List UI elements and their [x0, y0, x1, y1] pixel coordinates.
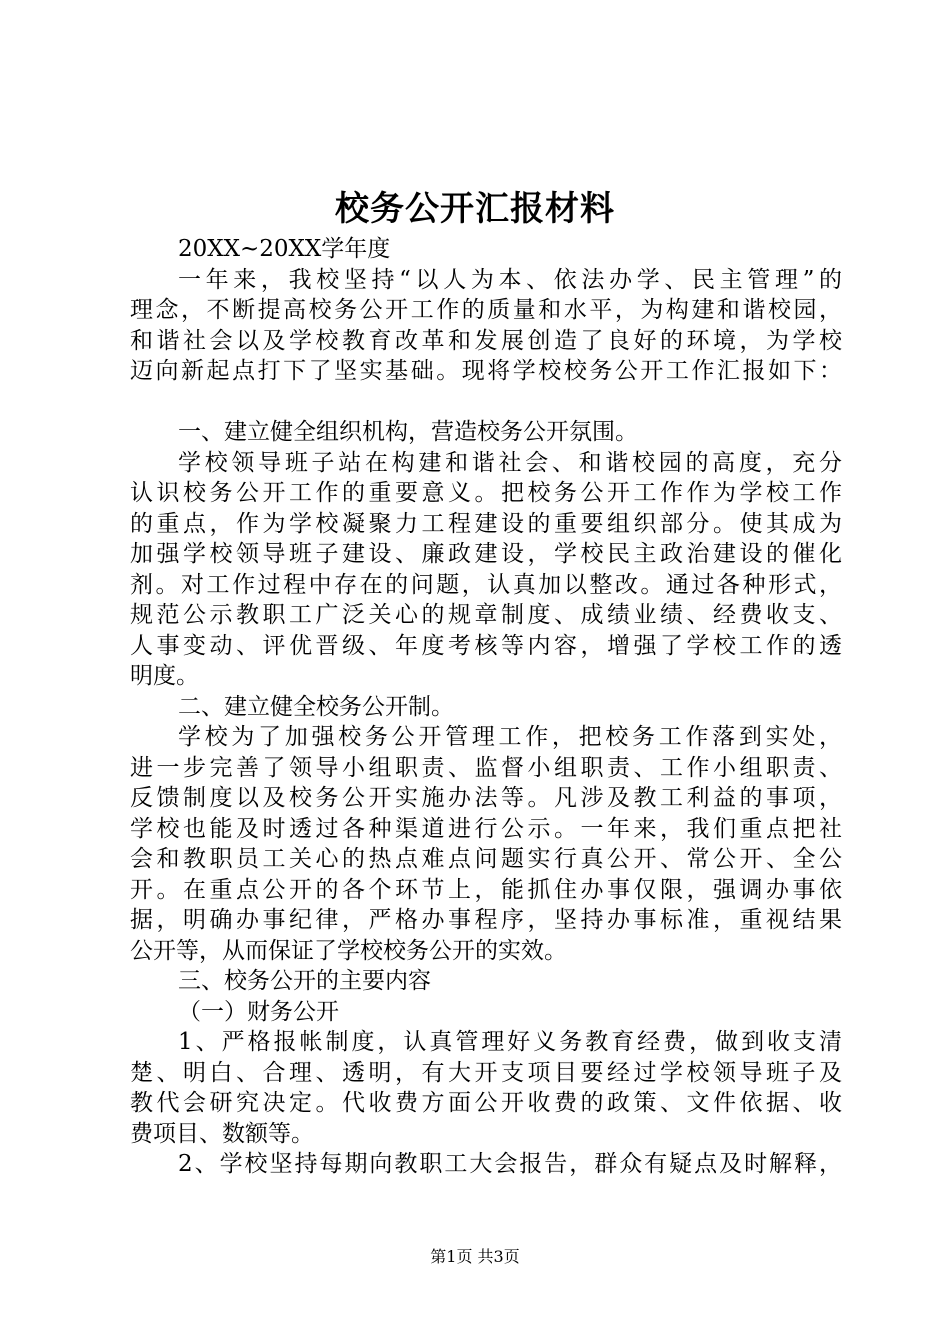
school-year-line: 20XX~20XX学年度 [178, 236, 391, 262]
paragraph-section-2-line: 进一步完善了领导小组职责、监督小组职责、工作小组职责、 [130, 754, 842, 781]
paragraph-item-1-line: 1、严格报帐制度，认真管理好义务教育经费，做到收支清 [178, 1029, 842, 1055]
paragraph-section-2-line: 学校为了加强校务公开管理工作，把校务工作落到实处， [178, 724, 842, 750]
paragraph-section-2-line: 会和教职员工关心的热点难点问题实行真公开、常公开、全公 [130, 846, 842, 872]
section-heading-1: 一、建立健全组织机构，营造校务公开氛围。 [178, 419, 638, 445]
page-number-footer: 第1页 共3页 [430, 1247, 520, 1266]
section-heading-3: 三、校务公开的主要内容 [178, 968, 431, 994]
paragraph-item-1-line: 教代会研究决定。代收费方面公开收费的政策、文件依据、收 [130, 1090, 842, 1116]
paragraph-item-2-line: 2、学校坚持每期向教职工大会报告，群众有疑点及时解释， [178, 1151, 842, 1177]
paragraph-section-1-line: 学校领导班子站在构建和谐社会、和谐校园的高度，充分 [178, 449, 842, 476]
paragraph-section-1-line: 明度。 [130, 663, 199, 689]
paragraph-intro-line: 理念，不断提高校务公开工作的质量和水平，为构建和谐校园， [130, 297, 842, 323]
paragraph-section-2-line: 公开等，从而保证了学校校务公开的实效。 [130, 937, 567, 964]
paragraph-section-1-line: 加强学校领导班子建设、廉政建设，学校民主政治建设的催化 [130, 541, 842, 567]
paragraph-section-2-line: 据，明确办事纪律，严格办事程序，坚持办事标准，重视结果 [130, 907, 842, 933]
paragraph-intro-line: 和谐社会以及学校教育改革和发展创造了良好的环境，为学校 [130, 327, 842, 354]
paragraph-section-1-line: 剂。对工作过程中存在的问题，认真加以整改。通过各种形式， [130, 571, 842, 598]
paragraph-item-1-line: 楚、明白、合理、透明，有大开支项目要经过学校领导班子及 [130, 1059, 842, 1086]
document-body [130, 234, 842, 1180]
paragraph-section-1-line: 人事变动、评优晋级、年度考核等内容，增强了学校工作的透 [130, 632, 842, 659]
subsection-heading-finance: （一）财务公开 [178, 998, 339, 1025]
paragraph-section-1-line: 的重点，作为学校凝聚力工程建设的重要组织部分。使其成为 [130, 510, 842, 537]
paragraph-section-1-line: 认识校务公开工作的重要意义。把校务公开工作作为学校工作 [130, 480, 842, 506]
paragraph-section-1-line: 规范公示教职工广泛关心的规章制度、成绩业绩、经费收支、 [130, 602, 842, 628]
paragraph-gap [130, 387, 842, 418]
paragraph-intro-line: 迈向新起点打下了坚实基础。现将学校校务公开工作汇报如下： [130, 358, 842, 384]
paragraph-intro-line: 一年来，我校坚持“以人为本、依法办学、民主管理”的 [178, 266, 842, 293]
paragraph-item-1-line: 费项目、数额等。 [130, 1120, 314, 1147]
paragraph-section-2-line: 反馈制度以及校务公开实施办法等。凡涉及教工利益的事项， [130, 785, 842, 811]
paragraph-section-2-line: 学校也能及时透过各种渠道进行公示。一年来，我们重点把社 [130, 815, 842, 842]
document-title: 校务公开汇报材料 [335, 189, 615, 229]
paragraph-section-2-line: 开。在重点公开的各个环节上，能抓住办事仅限，强调办事依 [130, 876, 842, 903]
section-heading-2: 二、建立健全校务公开制。 [178, 693, 454, 720]
